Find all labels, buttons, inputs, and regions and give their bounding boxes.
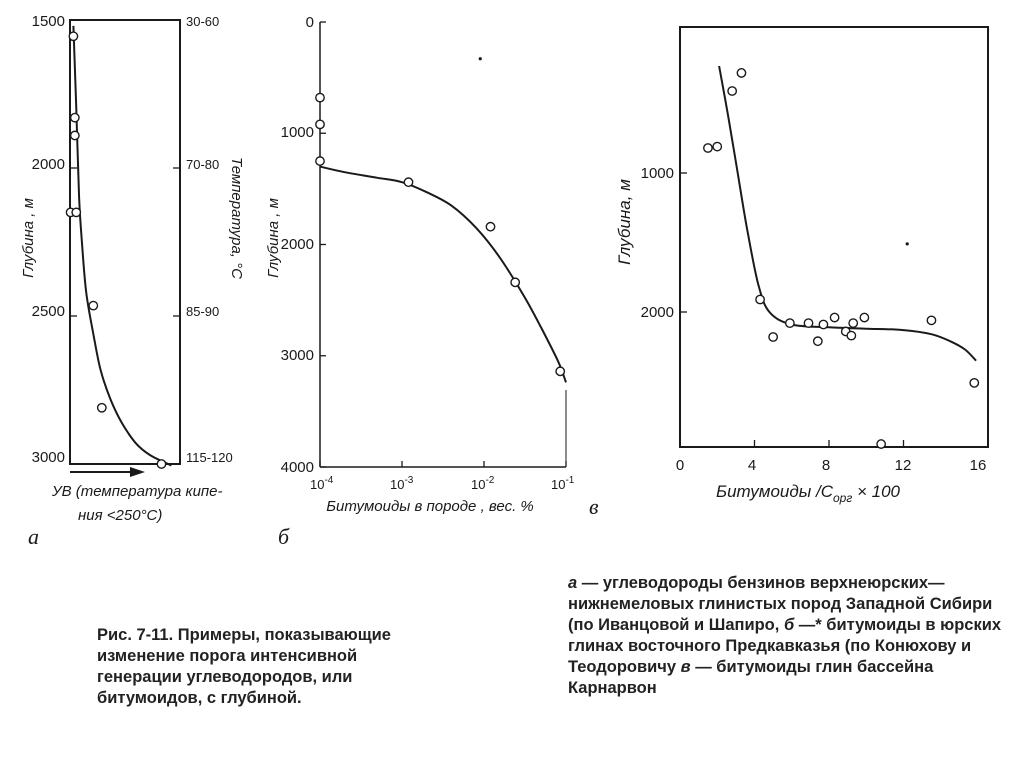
panel-a-ytick-2000: 2000 xyxy=(31,156,65,173)
panel-c-ytick-1000: 1000 xyxy=(640,165,674,182)
panel-a-letter: а xyxy=(28,524,39,549)
panel-b-point-4 xyxy=(404,178,412,186)
legend-mark-a: а xyxy=(568,574,578,592)
panel-b-curve xyxy=(320,167,566,383)
panel-b-point-2 xyxy=(316,120,324,128)
panel-a-xlabel-line2: ния <250°С) xyxy=(78,507,163,524)
panel-a-point-8 xyxy=(157,460,165,468)
panel-a-rtick-1: 30-60 xyxy=(186,14,220,29)
panel-c-point-3 xyxy=(728,87,736,95)
panel-c-point-9 xyxy=(814,337,822,345)
panel-a-ytick-1500: 1500 xyxy=(31,13,65,30)
panel-c-xtick-4: 4 xyxy=(747,457,757,474)
panel-b-point-7 xyxy=(556,367,564,375)
panel-c-xtick-12: 12 xyxy=(894,457,912,474)
legend-text-b: —* битумоиды в юрских глинах восточного Предкавказья (по Конюхову и Теодоровичу xyxy=(568,616,1002,676)
panel-b-ytick-4000: 4000 xyxy=(280,459,314,476)
panel-b-ytick-2000: 2000 xyxy=(280,236,314,253)
panel-b-xtick-1e-4: $10^{-4}$ xyxy=(310,475,334,492)
panel-c-dot-1 xyxy=(906,242,909,245)
panel-a-point-5 xyxy=(72,208,80,216)
panel-a-point-7 xyxy=(98,404,106,412)
panel-a xyxy=(20,13,245,549)
legend-text-a: — углеводороды бензинов верхнеюрских—нижнемеловых глинистых пород Западной Сибири (по Иванцовой и Шапиро, xyxy=(568,574,993,634)
figure-caption: Рис. 7-11. Примеры, показывающие изменение порога интенсивной генерации углеводородов, или битумоидов, с глубиной. xyxy=(97,626,391,707)
panel-c-point-8 xyxy=(804,319,812,327)
panel-b-point-5 xyxy=(486,223,494,231)
panel-c-ylabel: Глубина, м xyxy=(615,179,634,265)
panel-c-point-5 xyxy=(756,295,764,303)
panel-a-ytick-2500: 2500 xyxy=(31,303,65,320)
panel-c-point-18 xyxy=(970,379,978,387)
panel-a-xlabel-line1: УВ (температура кипе- xyxy=(52,483,223,500)
panel-b-point-3 xyxy=(316,157,324,165)
panel-b xyxy=(265,14,599,549)
panel-a-point-2 xyxy=(71,113,79,121)
panel-a-point-1 xyxy=(69,32,77,40)
panel-b-point-1 xyxy=(316,93,324,101)
panel-a-point-6 xyxy=(89,301,97,309)
panel-b-xtick-1e-2: $10^{-2}$ xyxy=(471,475,495,492)
panel-a-frame xyxy=(70,20,180,464)
panel-a-rtick-3: 85-90 xyxy=(186,304,220,319)
panel-c-ytick-2000: 2000 xyxy=(640,304,674,321)
panel-b-letter: б xyxy=(278,524,290,549)
panel-b-xlabel: Битумоиды в породе , вес. % xyxy=(326,498,534,515)
panel-b-ytick-0: 0 xyxy=(305,14,314,31)
panel-c-curve xyxy=(719,66,976,361)
panel-b-xtick-1e-1: $10^{-1}$ xyxy=(551,475,575,492)
legend-mark-v: в xyxy=(680,658,691,676)
panel-a-rtick-4: 115-120 xyxy=(186,450,233,465)
panel-c-point-10 xyxy=(819,320,827,328)
panel-a-curve xyxy=(73,26,171,466)
panel-a-arrow-head xyxy=(130,467,145,477)
panel-c-point-16 xyxy=(877,440,885,448)
panel-b-xtick-1e-3: $10^{-3}$ xyxy=(390,475,414,492)
panel-c-point-15 xyxy=(860,313,868,321)
panel-c-point-17 xyxy=(927,316,935,324)
panel-a-ylabel: Глубина , м xyxy=(20,198,37,278)
panel-c xyxy=(615,27,988,505)
panel-b-dot-1 xyxy=(479,57,482,60)
panel-c-xlabel: Битумоиды $/С_{орг} \times 100$ xyxy=(716,482,901,505)
panel-b-ytick-3000: 3000 xyxy=(280,347,314,364)
panel-c-point-4 xyxy=(737,69,745,77)
panel-c-point-11 xyxy=(830,313,838,321)
panel-c-xtick-16: 16 xyxy=(969,457,987,474)
legend-caption xyxy=(568,573,1008,699)
panel-c-xtick-0: 0 xyxy=(675,457,685,474)
panel-b-ytick-1000: 1000 xyxy=(280,124,314,141)
panel-a-ytick-3000: 3000 xyxy=(31,449,65,466)
panel-b-ylabel: Глубина , м xyxy=(265,198,282,278)
panel-a-ylabel-right: Температура, °С xyxy=(228,157,245,279)
panel-c-point-13 xyxy=(847,331,855,339)
panel-c-xtick-8: 8 xyxy=(821,457,831,474)
panel-a-point-3 xyxy=(71,131,79,139)
panel-c-point-14 xyxy=(849,319,857,327)
panel-c-point-1 xyxy=(704,144,712,152)
legend-mark-b: б xyxy=(783,616,795,634)
legend-text-v: — битумоиды глин бассейна Карнарвон xyxy=(568,658,934,697)
panel-c-point-2 xyxy=(713,142,721,150)
panel-b-point-6 xyxy=(511,278,519,286)
panel-a-rtick-2: 70-80 xyxy=(186,157,220,172)
panel-c-frame xyxy=(680,27,988,447)
panel-c-letter: в xyxy=(589,494,599,519)
panel-c-point-6 xyxy=(769,333,777,341)
panel-c-point-7 xyxy=(786,319,794,327)
